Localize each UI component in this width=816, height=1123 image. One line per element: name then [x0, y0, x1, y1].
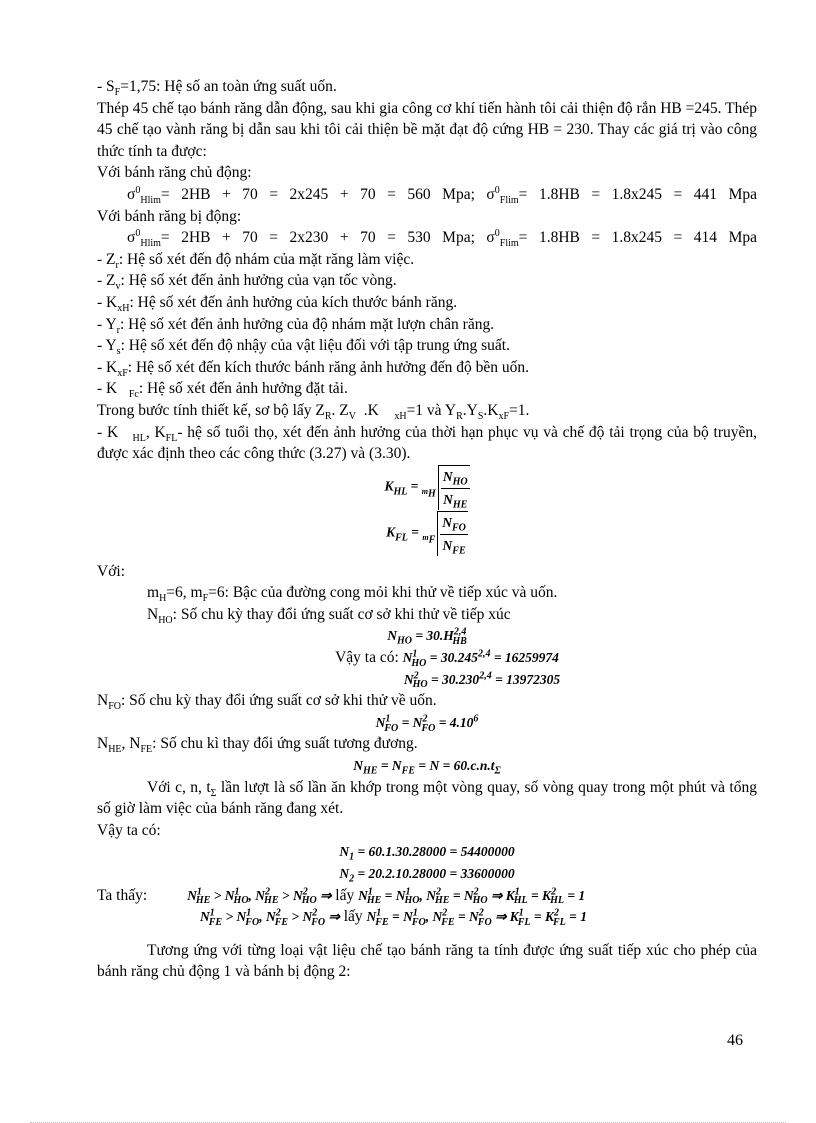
line-sf: - $S_F=1,75$: Hệ số an toàn ứng suất uốn.	[97, 78, 337, 99]
formula-nhe: $N_{HE} = N_{FE} = N = 60.c.n.t_\Sigma$	[353, 758, 501, 777]
formula-khl: $K_{HL} = _{m_H}$ $\frac{N_{HO}}{N_{HE}}$	[97, 465, 757, 511]
with-label: Với:	[97, 562, 126, 580]
formula-compare-h: Ta thấy: $N^1_{HE} > N^1_{HO}$, $N^2_{HE} > N^2_{HO}$ ⇒ lấy $N^1_{HE} = N^1_{HO}$, $N^2_{HE} = N^2_{HO}$ ⇒ $K^1_{HL} = K^2_{HL} = 1$	[97, 886, 586, 907]
formula-kfl: $K_{FL} = _{m_F}$ $\frac{N_{FO}}{N_{FE}}$	[97, 511, 757, 557]
line-kxh: - $K_{xH}$: Hệ số xét đến ảnh hưởng của kích thước bánh răng.	[97, 293, 458, 315]
formula-n2: $N_2 = 20.2.10.28000 = 33600000$	[339, 866, 515, 885]
formula-compare-f: $N^1_{FE} > N^1_{FO}$, $N^2_{FE} > N^2_{FO}$ ⇒ lấy $N^1_{FE} = N^1_{FO}$, $N^2_{FE} = N^2_{FO}$ ⇒ $K^1_{FL} = K^2_{FL} = 1$	[200, 907, 587, 928]
line-kxf: - $K_{xF}$: Hệ số xét đến kích thước bánh răng ảnh hưởng đến độ bền uốn.	[97, 358, 530, 379]
line-mh-mf: $m_H=6$, $m_F=6$: Bậc của đường cong mỏi khi thử về tiếp xúc và uốn.	[147, 584, 558, 605]
paragraph-variables: Với c, n, $t_\Sigma$ lần lượt là số lần ăn khớp trong một vòng quay, số vòng quay trong một phút và tổng số giờ làm việc của bánh răng đang xét.	[97, 778, 757, 818]
design-step-line: Trong bước tính thiết kế, sơ bộ lấy $Z_R$. $Z_V$ .K $_{xH}$=1 và $Y_R.Y_S.K_{xF}=1$.	[97, 401, 530, 422]
line-yr: - $Y_r$: Hệ số xét đến ảnh hưởng của độ nhám mặt lượn chân răng.	[97, 315, 495, 336]
line-zr: - $Z_r$: Hệ số xét đến độ nhám của mặt răng làm việc.	[97, 250, 415, 271]
paragraph-final: Tương ứng với từng loại vật liệu chế tạo bánh răng ta tính được ứng suất tiếp xúc cho phép của bánh răng chủ động 1 và bánh bị động 2:	[97, 941, 757, 981]
formula-nho1: Vậy ta có: $N^1_{HO} = 30.245^{2,4} = 16259974$	[335, 648, 559, 669]
page-number: 46	[727, 1032, 743, 1049]
line-zv: - $Z_v$: Hệ số xét đến ảnh hưởng của vạn tốc vòng.	[97, 272, 397, 293]
so-we-have-label: Vậy ta có:	[97, 821, 161, 839]
line-ys: - $Y_s$: Hệ số xét đến độ nhậy của vật liệu đối với tập trung ứng suất.	[97, 337, 510, 358]
paragraph-steel: Thép 45 chế tạo bánh răng dẫn động, sau khi gia công cơ khí tiến hành tôi cải thiện độ rắn HB =245. Thép 45 chế tạo vành răng bị dẫn sau khi tôi cải thiện bề mặt đạt độ cứng HB = 230. Thay các giá trị vào công thức tính ta được:	[97, 99, 757, 160]
line-nfo: $N_{FO}$: Số chu kỳ thay đổi ứng suất cơ sở khi thử về uốn.	[97, 692, 437, 713]
formula-nho: $N_{HO} = 30.H^{2,4}_{HB}$	[387, 626, 467, 648]
drive-gear-equation: $\sigma^0_{Hlim}= 2HB + 70 = 2x245 + 70 = 560$ Mpa; $\sigma^0_{Flim}= 1.8HB = 1.8x245 = 441$ Mpa	[127, 184, 757, 207]
formula-nho2: $N^2_{HO} = 30.230^{2,4} = 13972305$	[403, 670, 561, 691]
driven-gear-equation: $\sigma^0_{Hlim}= 2HB + 70 = 2x230 + 70 = 530$ Mpa; $\sigma^0_{Flim}= 1.8HB = 1.8x245 = 414$ Mpa	[127, 228, 757, 250]
formula-nfo: $N^1_{FO} = N^2_{FO} = 4.10^6$	[375, 713, 479, 734]
driven-gear-label: Với bánh răng bị động:	[97, 207, 242, 225]
line-kfc: - K $_{Fc}$: Hệ số xét đến ảnh hưởng đặt tải.	[97, 380, 348, 401]
formula-n1: $N_1 = 60.1.30.28000 = 54400000$	[339, 844, 515, 864]
line-nho: $N_{HO}$: Số chu kỳ thay đổi ứng suất cơ sở khi thử về tiếp xúc	[147, 605, 511, 626]
drive-gear-label: Với bánh răng chủ động:	[97, 164, 252, 182]
body-text	[97, 76, 757, 983]
line-nhe-nfe: $N_{HE}$, $N_{FE}$: Số chu kì thay đổi ứng suất tương đương.	[97, 735, 418, 756]
khl-description: - K $_{HL}$, $K_{FL}-$ hệ số tuổi thọ, xét đến ảnh hưởng của thời hạn phục vụ và chế độ tải trọng của bộ truyền, được xác định theo các công thức (3.27) và (3.30).	[97, 423, 757, 463]
